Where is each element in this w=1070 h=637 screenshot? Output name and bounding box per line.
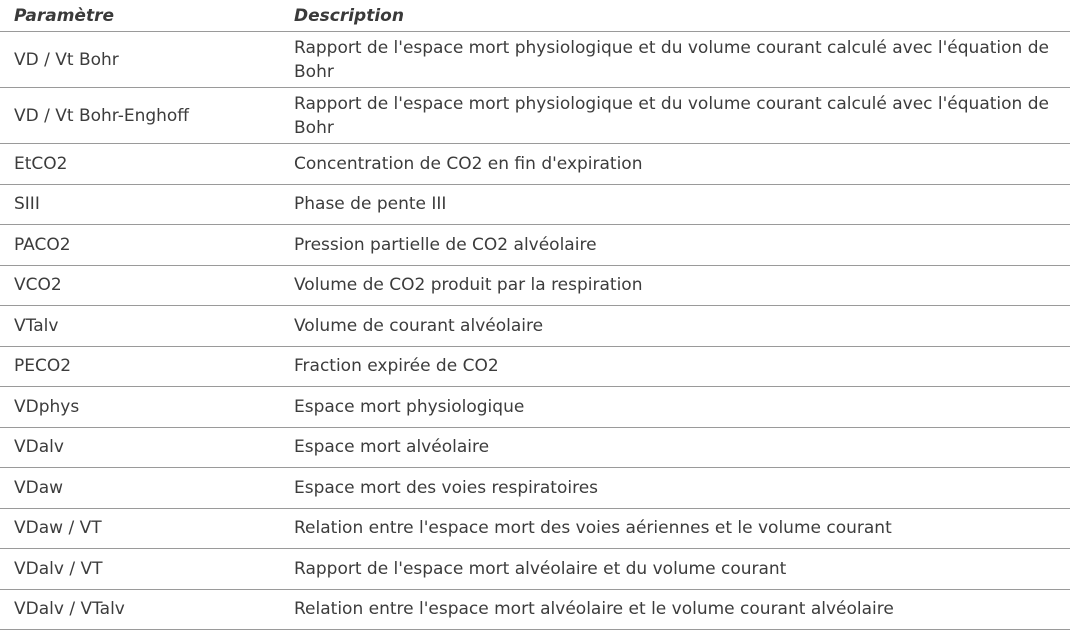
row-parameter: EtCO2 [14,153,68,174]
row-description: Phase de pente III [294,194,447,215]
row-parameter: SIII [14,194,40,215]
row-parameter: VCO2 [14,275,62,296]
table-row [0,509,1070,550]
row-parameter: VDaw / VT [14,518,102,539]
table-row [0,185,1070,226]
table-row [0,88,1070,144]
table-row [0,32,1070,88]
row-description: Volume de CO2 produit par la respiration [294,275,643,296]
header-parameter: Paramètre [14,5,114,26]
row-description: Fraction expirée de CO2 [294,356,499,377]
row-description: Espace mort physiologique [294,396,525,417]
row-description: Relation entre l'espace mort alvéolaire et le volume courant alvéolaire [294,599,894,620]
table-row [0,144,1070,185]
row-description: Relation entre l'espace mort des voies aériennes et le volume courant [294,518,892,539]
row-description: Volume de courant alvéolaire [294,315,544,336]
row-parameter: VDaw [14,477,64,498]
row-parameter: PECO2 [14,356,72,377]
table-row [0,468,1070,509]
table-row [0,306,1070,347]
row-description: Rapport de l'espace mort alvéolaire et du volume courant [294,558,787,579]
row-description: Rapport de l'espace mort physiologique et du volume courant calculé avec l'équation de Bohr [294,37,1049,82]
table-row [0,225,1070,266]
row-parameter: VDalv / VTalv [14,599,125,620]
header-description: Description [294,5,404,26]
row-description: Rapport de l'espace mort physiologique et du volume courant calculé avec l'équation de Bohr [294,93,1049,138]
row-parameter: VDalv [14,437,64,458]
row-parameter: PACO2 [14,234,71,255]
row-parameter: VDalv / VT [14,558,103,579]
table-row [0,590,1070,631]
row-parameter: VTalv [14,315,59,336]
row-description: Espace mort alvéolaire [294,437,490,458]
table-header [0,0,1070,32]
row-parameter: VD / Vt Bohr-Enghoff [14,105,190,126]
row-description: Espace mort des voies respiratoires [294,477,599,498]
row-parameter: VD / Vt Bohr [14,49,119,70]
table-row [0,347,1070,388]
table-row [0,549,1070,590]
table-row [0,387,1070,428]
row-parameter: VDphys [14,396,80,417]
table-row [0,428,1070,469]
row-description: Concentration de CO2 en fin d'expiration [294,153,643,174]
table-row [0,266,1070,307]
row-description: Pression partielle de CO2 alvéolaire [294,234,597,255]
